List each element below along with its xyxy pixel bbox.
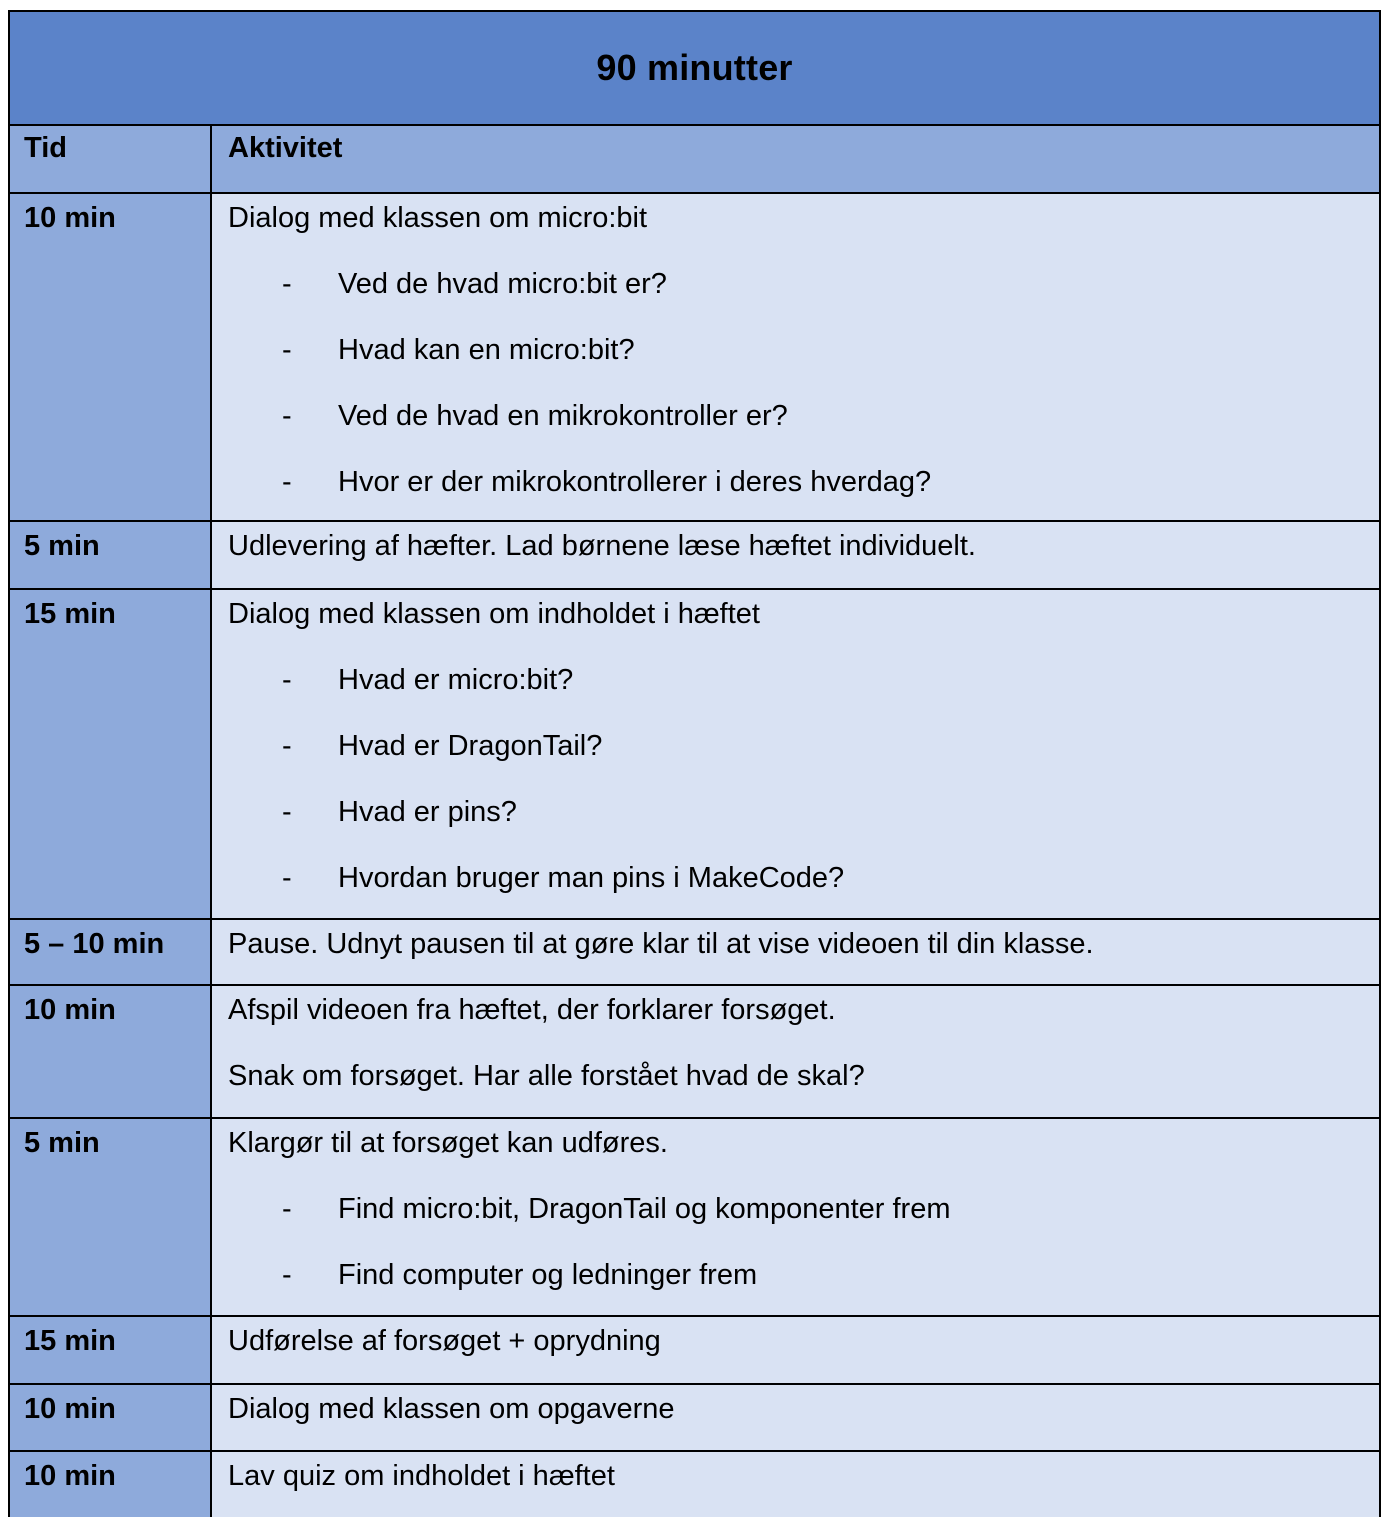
activity-cell: [212, 194, 1379, 520]
activity-text: Lav quiz om indholdet i hæftet: [228, 1460, 615, 1492]
bullet-dash: -: [282, 268, 292, 300]
activity-cell: [212, 522, 1379, 588]
table-row: [10, 984, 1379, 1117]
activity-cell: [212, 1317, 1379, 1383]
header-time-cell: [10, 126, 212, 192]
time-value: 5 – 10 min: [24, 928, 165, 960]
time-value: 10 min: [24, 994, 116, 1026]
activity-text: Dialog med klassen om indholdet i hæftet: [228, 598, 760, 630]
time-cell: [10, 1452, 212, 1517]
time-value: 15 min: [24, 1325, 116, 1357]
bullet-dash: -: [282, 334, 292, 366]
time-value: 10 min: [24, 1393, 116, 1425]
bullet-text: Hvad er micro:bit?: [338, 664, 574, 696]
time-cell: [10, 194, 212, 520]
table-row: [10, 1383, 1379, 1450]
bullet-text: Hvad er pins?: [338, 796, 517, 828]
activity-cell: [212, 920, 1379, 984]
activity-text: Klargør til at forsøget kan udføres.: [228, 1127, 668, 1159]
activity-text: Snak om forsøget. Har alle forstået hvad de skal?: [228, 1060, 865, 1092]
activity-cell: [212, 590, 1379, 918]
table-title: 90 minutter: [596, 47, 793, 88]
time-cell: [10, 986, 212, 1117]
activity-cell: [212, 1119, 1379, 1315]
time-value: 10 min: [24, 1460, 116, 1492]
bullet-text: Hvordan bruger man pins i MakeCode?: [338, 862, 845, 894]
activity-text: Udførelse af forsøget + oprydning: [228, 1325, 661, 1357]
time-cell: [10, 1317, 212, 1383]
time-cell: [10, 1119, 212, 1315]
table-row: [10, 1315, 1379, 1383]
bullet-text: Ved de hvad en mikrokontroller er?: [338, 400, 788, 432]
header-activity-cell: [212, 126, 1379, 192]
bullet-text: Hvad er DragonTail?: [338, 730, 603, 762]
bullet-dash: -: [282, 664, 292, 696]
bullet-dash: -: [282, 466, 292, 498]
schedule-table: [8, 10, 1381, 1517]
header-activity-label: Aktivitet: [228, 132, 343, 164]
activity-cell: [212, 986, 1379, 1117]
bullet-dash: -: [282, 796, 292, 828]
bullet-text: Hvad kan en micro:bit?: [338, 334, 635, 366]
table-row: [10, 1117, 1379, 1315]
time-cell: [10, 920, 212, 984]
table-row: [10, 192, 1379, 520]
time-cell: [10, 1385, 212, 1450]
table-row: [10, 588, 1379, 918]
bullet-dash: -: [282, 1193, 292, 1225]
bullet-dash: -: [282, 862, 292, 894]
header-time-label: Tid: [24, 132, 67, 164]
activity-text: Afspil videoen fra hæftet, der forklarer forsøget.: [228, 994, 836, 1026]
activity-text: Dialog med klassen om opgaverne: [228, 1393, 675, 1425]
activity-text: Pause. Udnyt pausen til at gøre klar til at vise videoen til din klasse.: [228, 928, 1094, 960]
time-value: 5 min: [24, 530, 100, 562]
time-value: 15 min: [24, 598, 116, 630]
bullet-text: Hvor er der mikrokontrollerer i deres hverdag?: [338, 466, 932, 498]
table-row: [10, 918, 1379, 984]
bullet-dash: -: [282, 1259, 292, 1291]
activity-cell: [212, 1385, 1379, 1450]
time-cell: [10, 522, 212, 588]
time-cell: [10, 590, 212, 918]
time-value: 10 min: [24, 202, 116, 234]
time-value: 5 min: [24, 1127, 100, 1159]
bullet-dash: -: [282, 730, 292, 762]
table-row: [10, 1450, 1379, 1517]
table-row: [10, 520, 1379, 588]
bullet-text: Find computer og ledninger frem: [338, 1259, 758, 1291]
bullet-text: Ved de hvad micro:bit er?: [338, 268, 667, 300]
table-title-bar: [10, 12, 1379, 126]
activity-text: Dialog med klassen om micro:bit: [228, 202, 648, 234]
header-row: [10, 126, 1379, 192]
activity-text: Udlevering af hæfter. Lad børnene læse hæftet individuelt.: [228, 530, 976, 562]
bullet-dash: -: [282, 400, 292, 432]
bullet-text: Find micro:bit, DragonTail og komponenter frem: [338, 1193, 951, 1225]
activity-cell: [212, 1452, 1379, 1517]
